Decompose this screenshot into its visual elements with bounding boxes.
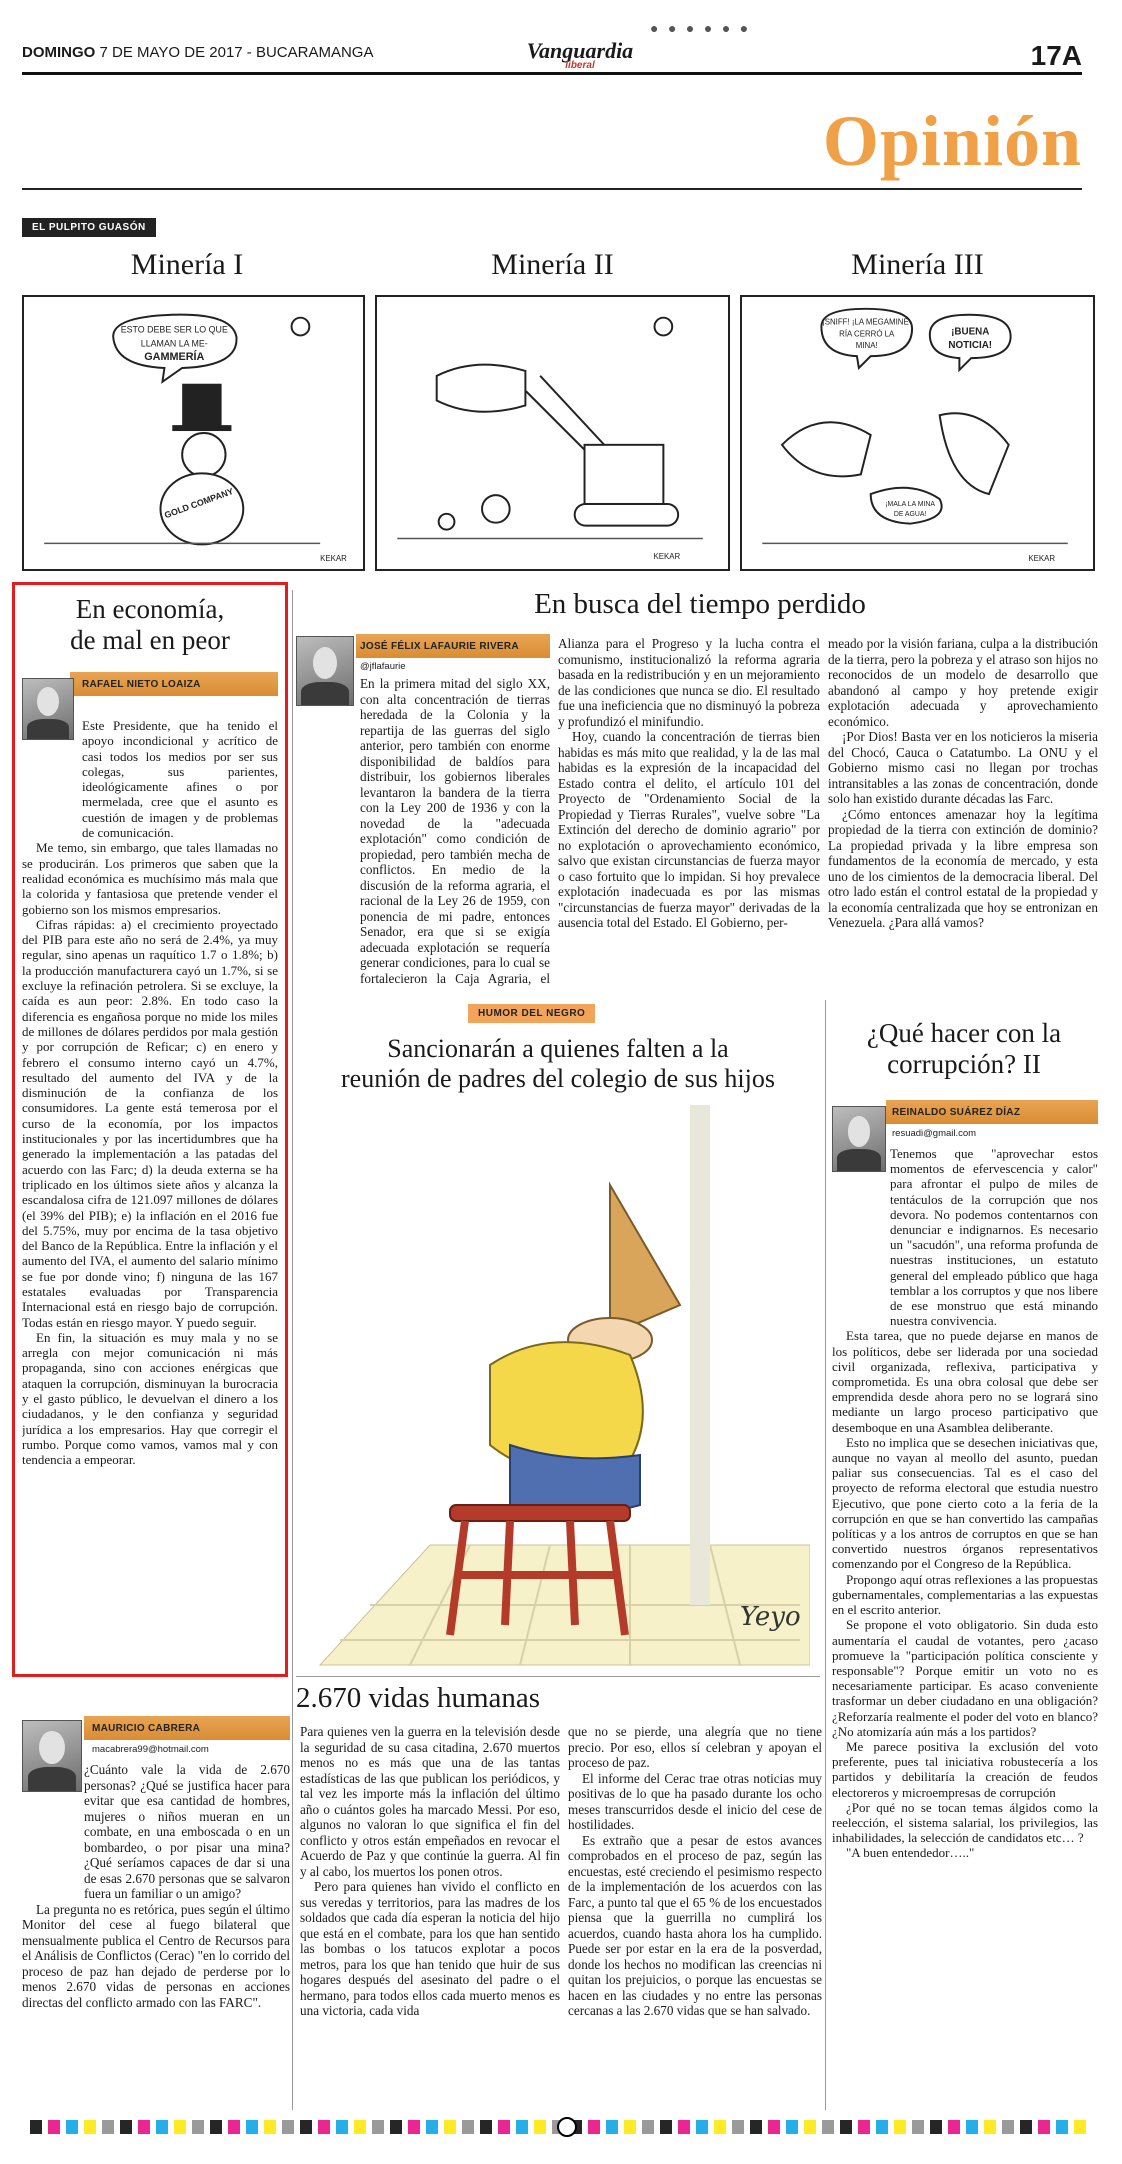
humor-cartoon-drawing xyxy=(310,1105,810,1670)
time-article-col-3: meado por la visión fariana, culpa a la distribución de la tierra, pero la pobreza y el atraso son hijos no reconocidos de un modelo de desarrollo que abandonó al campo y hoy pretende exigir explotación adecuada y aprovechamiento económico. ¡Por Dios! Basta ver en los noticieros la miseria del Chocó, Cauca o Catatumbo. La ONU y el Gobierno mismo casi no llegan por trochas intransitables a las zonas de concentración, donde solo han existido durante décadas las Farc. ¿Cómo entonces amenazar hoy la legítima propiedad de la tierra con extinción de dominio? La propiedad privada y la libre empresa son fundamentos de la economía de mercado, y esta uno de los cimientos de la democracia liberal. Del otro lado están el control estatal de la propiedad y la economía centralizada que hoy se entronizan en Venezuela. ¿Para allá vamos? xyxy=(828,636,1098,930)
page-number: 17A xyxy=(1030,40,1082,71)
cartoon-title-1: Minería I xyxy=(130,248,244,281)
cartoon-1-drawing xyxy=(24,297,363,569)
cartoon-kicker: EL PULPITO GUASÓN xyxy=(22,218,156,237)
section-rule xyxy=(22,188,1082,190)
cartoon-1-balloon-text: ESTO DEBE SER LO QUE xyxy=(120,324,228,335)
svg-text:¡BUENA: ¡BUENA xyxy=(951,326,990,338)
svg-text:KEKAR: KEKAR xyxy=(1028,554,1056,564)
economy-author: RAFAEL NIETO LOAIZA xyxy=(82,679,201,690)
page-date: DOMINGO 7 DE MAYO DE 2017 - BUCARAMANGA xyxy=(22,44,374,61)
corruption-article-title: ¿Qué hacer con la corrupción? II xyxy=(866,1018,1062,1080)
divider xyxy=(296,1676,820,1677)
cartoon-panel-2 xyxy=(375,295,730,571)
economy-article-title: En economía, de mal en peor xyxy=(70,594,230,656)
lives-article-title: 2.670 vidas humanas xyxy=(296,1682,541,1714)
cartoon-title-3: Minería III xyxy=(851,248,984,281)
svg-text:¡MALA LA MINA: ¡MALA LA MINA xyxy=(885,500,935,508)
economy-article-body: Este Presidente, que ha tenido el apoyo incondicional y acrítico de casi todos los medios por ser sus colegas, sus parientes, ideológicamente afines o por mermelada, cree que el asunto es cuestión de imagen y de problemas de comunicación. Me temo, sin embargo, que tales llamadas no se producirán. Los primeros que saben que la realidad económica es muchísimo más mala que la colorida y fantasiosa que pretende vender el gobierno son los mismos empresarios. Cifras rápidas: a) el crecimiento proyectado del PIB para este año no será de 2.4%, ya muy regular, sino apenas un raquítico 1.7 o 1.8%; b) la producción manufacturera cayó un 1.7%, si se excluye la refinación petrolera. Si se excluye, la caída es aun peor: 2.8%. En todo caso la diferencia es engañosa porque no mide los miles de millones de dólares perdidos por mala gestión y por corrupción de Reficar; c) en enero y febrero el consumo interno cayó un 4.7%, resultado del aumento del IVA y de la disminución de la confianza de los consumidores. La gente está temerosa por el curso de la economía, por los impactos institucionales y por las incertidumbres que ha generado la implementación a las patadas del acuerdo con las Farc; d) la deuda externa se ha triplicado en los últimos siete años y alcanza la escandalosa cifra de 121.097 millones de dólares (el 39% del PIB); e) la inflación en el 2016 fue del 5.75%, muy por encima de la tasa objetivo del Banco de la República. Entre la inflación y el aumento del IVA, el aumento del salario mínimo se fue por donde vino; f) ninguna de las 167 estatales evaluadas por Transparencia Internacional está en riesgo bajo de corrupción. Todas están en riesgo mayor. Y puedo seguir. En fin, la situación es muy mala y no se arregla con mejor comunicación ni más propaganda, sino con acciones enérgicas que ataquen la corrupción, disminuyan la burocracia y el gasto público, le devuelvan el dinero a los ciudadanos, y le den confianza y seguridad jurídica a los empresarios. Hay que corregir el rumbo. Porque como vamos, vamos mal y con tendencia a empeorar. xyxy=(22,718,278,1468)
svg-text:KEKAR: KEKAR xyxy=(653,552,681,562)
lives-article-col-1: ¿Cuánto vale la vida de 2.670 personas? ¿Qué se justifica hacer para evitar que esa cantidad de hombres, mujeres o niños mueran en un combate, en una emboscada o en un bombardeo, o por pisar una mina? ¿Qué seríamos capaces de dar si una de esas 2.670 personas que se salvaron fuera un familiar o un amigo? La pregunta no es retórica, pues según el último Monitor del cese al fuego bilateral que mensualmente publica el Centro de Recursos para el Análisis de Conflictos (Cerac) "en lo corrido del proceso de paz han dejado de perderse por lo menos 2.670 vidas de personas en acciones directas del conflicto armado con las FARC". xyxy=(22,1762,290,2010)
humor-cartoon-image xyxy=(310,1105,810,1670)
lives-article-col-3: que no se pierde, una alegría que no tiene precio. Por eso, ellos sí celebran y apoyan el proceso de paz. El informe del Cerac trae otras noticias muy positivas de lo que ha pasado durante los ocho meses transcurridos desde el inicio del cese de hostilidades. Es extraño que a pesar de estos avances comprobados en el proceso de paz, según las encuestas, esté creciendo el pesimismo respecto de la implementación de los acuerdos con las Farc, a punto tal que el 65 % de los encuestados piensa que la guerrilla no cumplirá los acuerdos, cuando hasta ahora los ha cumplido. Puede ser por estar en la era de la posverdad, donde los hechos no modifican las creencias ni quitan los prejuicios, o porque las encuestas se hacen en las ciudades y no entre las personas cercanas a las 2.670 vidas que se han salvado. xyxy=(568,1724,822,2018)
svg-text:GOLD COMPANY: GOLD COMPANY xyxy=(163,485,235,521)
cartoon-panel-1 xyxy=(22,295,365,571)
lives-article-col-2: Para quienes ven la guerra en la televisión desde la seguridad de su casa citadina, 2.670 muertos menos no es más que una de las tantas estadísticas de las que publican los periódicos, y tal vez les importe más la inflación del último año o cuántos goles ha marcado Messi. Por eso, algunos no valoran lo que significa el fin del conflicto y otros están empeñados en revocar el Acuerdo de Paz y que continúe la guerra. Al fin y al cabo, los muertos los ponen otros. Pero para quienes han vivido el conflicto en sus veredas y territorios, para las madres de los soldados que cada día esperan la noticia del hijo que está en el combate, para los que han sentido las bombas o los tatucos explotar a pocos metros, para los que han tenido que huir de sus hogares después del asesinato del padre o el hermano, para todos ellos cada muerto menos es una victoria, cada vida xyxy=(300,1724,560,2018)
registration-dots: ● ● ● ● ● ● xyxy=(650,22,752,37)
column-rule xyxy=(825,1000,826,2110)
svg-text:LLAMAN LA ME-: LLAMAN LA ME- xyxy=(140,338,208,349)
svg-text:NOTICIA!: NOTICIA! xyxy=(948,340,993,352)
header-rule xyxy=(22,72,1082,75)
corruption-author-handle: resuadi@gmail.com xyxy=(892,1128,977,1139)
corruption-article-body: Tenemos que "aprovechar estos momentos de efervescencia y calor" para afrontar el pulpo de miles de tentáculos de la corrupción que nos devora. No podemos contentarnos con denunciar e indignarnos. Es necesario un "sacudón", una reforma profunda de nuestras instituciones, un estatuto general del empleado público que haga temblar a los corruptos y que nos libere de ese monstruo que está minando nuestra convivencia. Esta tarea, que no puede dejarse en manos de los políticos, debe ser liderada por una sociedad civil organizada, reflexiva, participativa y comprometida. Es una obra colosal que debe ser emprendida desde ahora pero no se logrará sino mediante un largo proceso participativo que desemboque en una Asamblea deliberante. Esto no implica que se desechen iniciativas que, aunque no vayan al meollo del asunto, puedan paliar sus consecuencias. Tal es el caso del proyecto de reforma electoral que estudia nuestro Ejecutivo, que pone cierto coto a la feria de la corrupción en que se han convertido las campañas políticas y a los antros de corruptos en que se han convertido nuestros órganos representativos comenzando por el Congreso de la República. Propongo aquí otras reflexiones a las propuestas gubernamentales, complementarias a las expuestas en el escrito anterior. Se propone el voto obligatorio. Sin duda esto aumentaría el caudal de votantes, pero ¿acaso promueve la "participación política consciente y responsable"? Porque emitir un voto no es necesariamente participar. Es acaso conveniente trasformar un deber ciudadano en una obligación? ¿Reforzaría realmente el poder del voto en blanco? ¿No atomizaría aún más a los partidos? Me parece positiva la exclusión del voto preferente, pues tal iniciativa robustecería a los partidos y debilitaría la creación de feudos electoreros y microempresas de corrupción ¿Por qué no se tocan temas álgidos como la reelección, el sistema salarial, los privilegios, las inhabilidades, la selección de candidatos etc… ? "A buen entendedor….." xyxy=(832,1146,1098,1861)
lives-author-handle: macabrera99@hotmail.com xyxy=(92,1744,209,1755)
registration-mark xyxy=(557,2117,577,2137)
humor-cartoon-signature: Yeyo xyxy=(740,1602,801,1632)
time-article-title: En busca del tiempo perdido xyxy=(534,588,866,620)
time-author: JOSÉ FÉLIX LAFAURIE RIVERA xyxy=(360,641,519,652)
time-article-col-2: Alianza para el Progreso y la lucha contra el comunismo, institucionalizó la reforma agraria basada en la redistribución y en un mejoramiento de las condiciones que nunca se dio. El resultado fue una ineficiencia que no disminuyó la pobreza y profundizó el minifundio. Hoy, cuando la concentración de tierras bien habidas es más mito que realidad, y la de las mal habidas es la expresión de la incapacidad del Estado contra el delito, el artículo 101 del Proyecto de "Ordenamiento Social de la Propiedad y Tierras Rurales", vuelve sobre "La Extinción del derecho de dominio agrario" por no explotación o aprovechamiento económico, salvo que existan circunstancias de fuerza mayor o caso fortuito que lo impidan. Si hoy prevalece explotación inadecuada es por las mismas "circunstancias de fuerza mayor" derivadas de la ausencia total del Estado. El Gobierno, per- xyxy=(558,636,820,930)
svg-text:KEKAR: KEKAR xyxy=(320,554,347,564)
svg-text:DE AGUA!: DE AGUA! xyxy=(893,510,927,518)
section-title: Opinión xyxy=(822,101,1082,181)
humor-kicker: HUMOR DEL NEGRO xyxy=(468,1004,595,1023)
svg-text:MINA!: MINA! xyxy=(855,341,878,351)
humor-cartoon-title: Sancionarán a quienes falten a la reunión de padres del colegio de sus hijos xyxy=(341,1034,775,1093)
cartoon-panel-3 xyxy=(740,295,1095,571)
lives-author: MAURICIO CABRERA xyxy=(92,1723,201,1734)
newspaper-logo-sub: liberal xyxy=(565,60,595,71)
time-author-handle: @jflafaurie xyxy=(360,661,406,672)
cartoon-3-drawing xyxy=(742,297,1093,569)
time-article-col-1: En la primera mitad del siglo XX, con alta concentración de tierras heredada de la Colonia y la repartija de las guerras del siglo anterior, pero también con enorme disponibilidad de baldíos para distribuir, los gobiernos liberales levantaron la bandera de la tierra con la Ley 200 de 1936 y con la novedad de la "adecuada explotación" como condición de propiedad, pero también mecha de conflictos. En medio de la discusión de la reforma agraria, el racional de la Ley 26 de 1959, con ponencia de mi padre, entonces Senador, era que si se exigía adecuada explotación se requería generar condiciones, para lo cual se fortalecieron la Caja Agraria, el xyxy=(360,676,550,986)
svg-text:¡SNIFF! ¡LA MEGAMINE-: ¡SNIFF! ¡LA MEGAMINE- xyxy=(822,317,912,327)
cartoon-title-2: Minería II xyxy=(491,248,614,281)
column-rule xyxy=(292,590,293,2110)
svg-text:RÍA CERRÓ LA: RÍA CERRÓ LA xyxy=(839,329,895,339)
newspaper-logo: Vanguardia xyxy=(526,38,634,63)
cartoon-2-drawing xyxy=(377,297,728,569)
corruption-author: REINALDO SUÁREZ DÍAZ xyxy=(892,1107,1021,1118)
svg-text:GAMMERÍA: GAMMERÍA xyxy=(144,351,205,364)
